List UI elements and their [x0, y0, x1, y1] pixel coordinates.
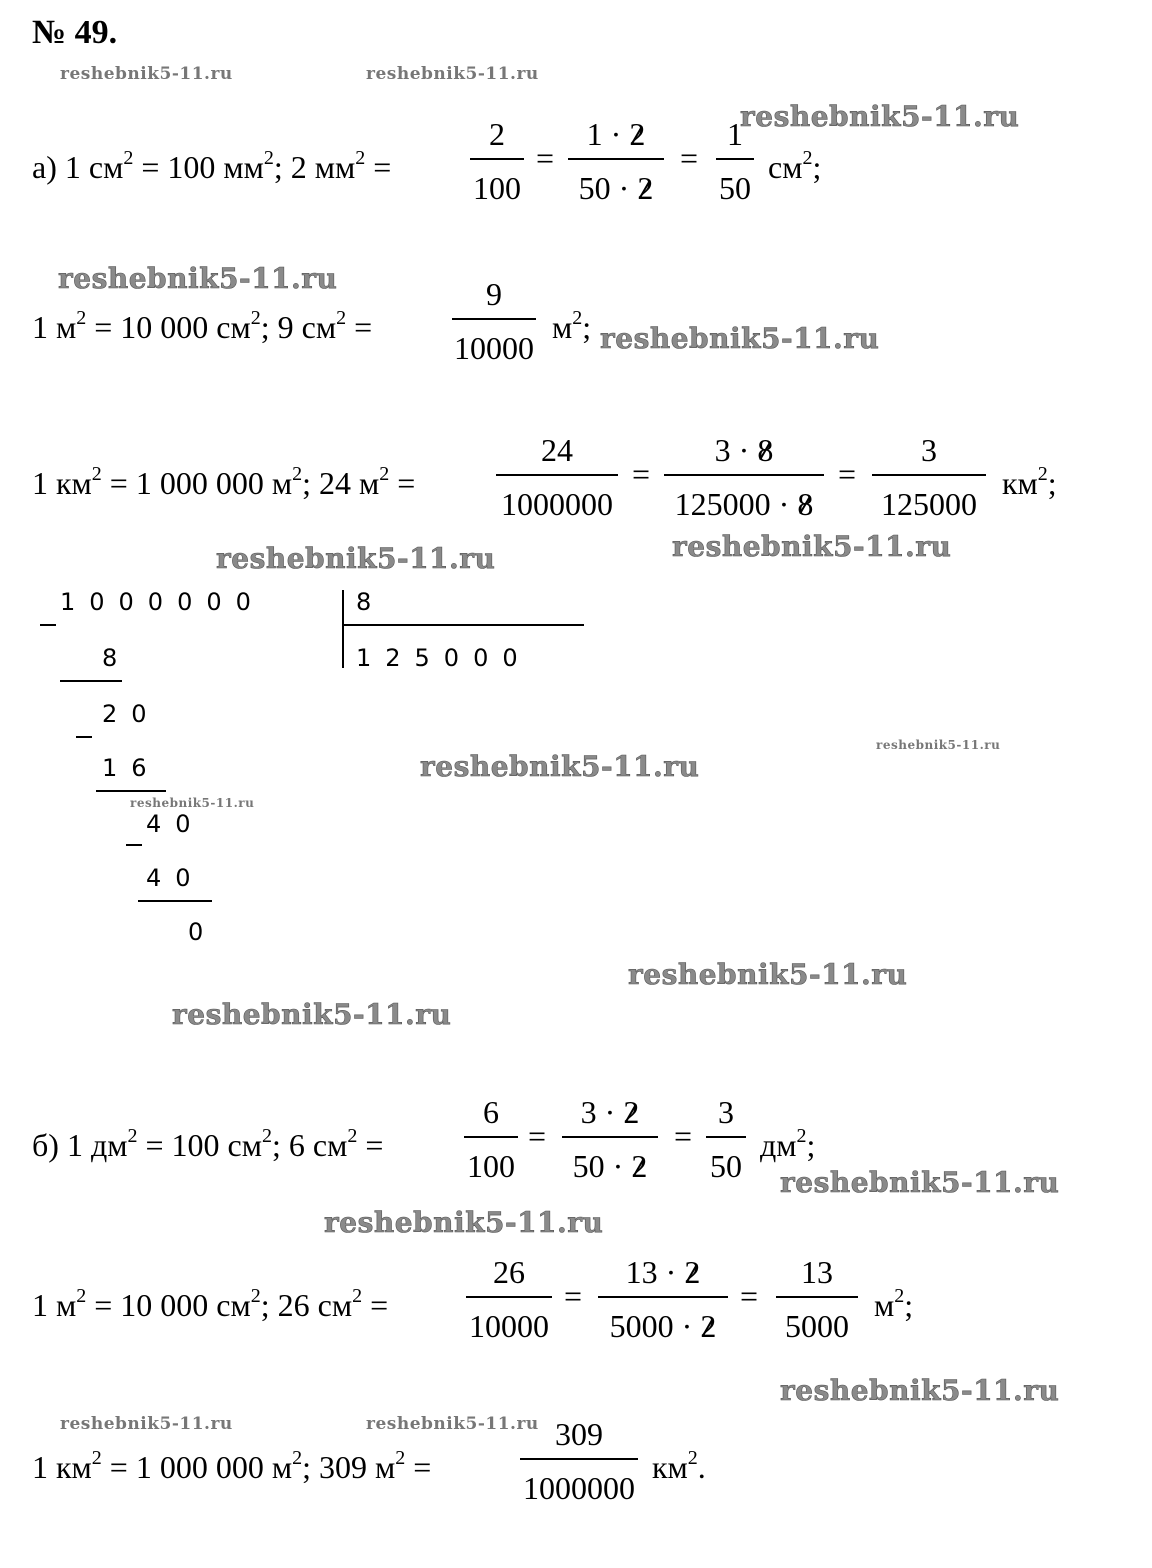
unit: $км^2$;	[1002, 463, 1057, 501]
step-line	[96, 790, 166, 792]
step-subtrahend: 40	[146, 864, 205, 892]
watermark: reshebnik5-11.ru	[628, 958, 908, 991]
division-bracket	[342, 590, 344, 668]
equals-sign: =	[632, 456, 651, 492]
fraction-cancelled: 3 · 8 125000 · 8	[664, 432, 824, 528]
watermark: reshebnik5-11.ru	[130, 796, 255, 810]
unit: $см^2$;	[768, 147, 822, 185]
equals-sign: =	[740, 1278, 759, 1314]
fraction: 26 10000	[466, 1254, 552, 1350]
fraction: 3 125000	[872, 432, 986, 528]
fraction: 309 1000000	[520, 1416, 638, 1512]
step-remainder: 20	[102, 700, 161, 728]
fraction-cancelled: 13 · 2 5000 · 2	[598, 1254, 728, 1350]
watermark: reshebnik5-11.ru	[172, 998, 452, 1031]
equation-b2-left: 1 $м^2 = 10$ 000 $см^2$; 26 $см^2$ =	[32, 1285, 389, 1323]
watermark: reshebnik5-11.ru	[324, 1206, 604, 1239]
watermark: reshebnik5-11.ru	[740, 100, 1020, 133]
quotient: 125000	[356, 644, 532, 672]
watermark: reshebnik5-11.ru	[216, 542, 496, 575]
unit: $м^2$;	[552, 307, 592, 345]
fraction-cancelled: 3 · 2 50 · 2	[562, 1094, 658, 1190]
equation-a1-left: а) 1 $см^2 = 100$ $мм^2$; 2 $мм^2$ =	[32, 147, 392, 185]
unit: $м^2$;	[874, 1285, 914, 1323]
minus-sign	[40, 624, 56, 626]
equals-sign: =	[680, 140, 699, 176]
equation-a2-left: 1 $м^2 = 10$ 000 $см^2$; 9 $см^2$ =	[32, 307, 373, 345]
watermark: reshebnik5-11.ru	[60, 1414, 233, 1434]
step-line	[138, 900, 212, 902]
equals-sign: =	[536, 140, 555, 176]
watermark: reshebnik5-11.ru	[780, 1166, 1060, 1199]
watermark: reshebnik5-11.ru	[60, 64, 233, 84]
fraction: 9 10000	[454, 276, 534, 366]
watermark: reshebnik5-11.ru	[876, 738, 1001, 752]
step-line	[60, 680, 122, 682]
equation-b3-left: 1 $км^2 = 1$ 000 000 $м^2$; 309 $м^2$ =	[32, 1447, 432, 1485]
fraction: 3 50	[706, 1094, 746, 1190]
dividend: 1000000	[60, 588, 265, 616]
watermark: reshebnik5-11.ru	[420, 750, 700, 783]
equation-a3-left: 1 $км^2 = 1$ 000 000 $м^2$; 24 $м^2$ =	[32, 463, 416, 501]
unit: $дм^2$;	[760, 1125, 816, 1163]
equals-sign: =	[838, 456, 857, 492]
equals-sign: =	[674, 1118, 693, 1154]
minus-sign	[126, 844, 142, 846]
fraction: 13 5000	[776, 1254, 858, 1350]
watermark: reshebnik5-11.ru	[780, 1374, 1060, 1407]
step-subtrahend: 16	[102, 754, 161, 782]
problem-title: № 49.	[32, 14, 118, 51]
equals-sign: =	[564, 1278, 583, 1314]
step-remainder: 40	[146, 810, 205, 838]
step-subtrahend: 8	[102, 644, 132, 672]
watermark: reshebnik5-11.ru	[366, 1414, 539, 1434]
equation-b1-left: б) 1 $дм^2 = 100$ $см^2$; 6 $см^2$ =	[32, 1125, 384, 1163]
division-bar	[342, 624, 584, 626]
fraction-cancelled: 1 · 2 50 · 2	[568, 116, 664, 212]
fraction: 6 100	[464, 1094, 518, 1190]
unit: $км^2$.	[652, 1447, 706, 1485]
watermark: reshebnik5-11.ru	[600, 322, 880, 355]
divisor: 8	[356, 588, 386, 616]
equals-sign: =	[528, 1118, 547, 1154]
watermark: reshebnik5-11.ru	[58, 262, 338, 295]
step-final-remainder: 0	[188, 918, 218, 946]
watermark: reshebnik5-11.ru	[366, 64, 539, 84]
fraction: 1 50	[716, 116, 754, 212]
watermark: reshebnik5-11.ru	[672, 530, 952, 563]
fraction: 24 1000000	[496, 432, 618, 528]
fraction: 2 100	[470, 116, 524, 212]
minus-sign	[76, 736, 92, 738]
